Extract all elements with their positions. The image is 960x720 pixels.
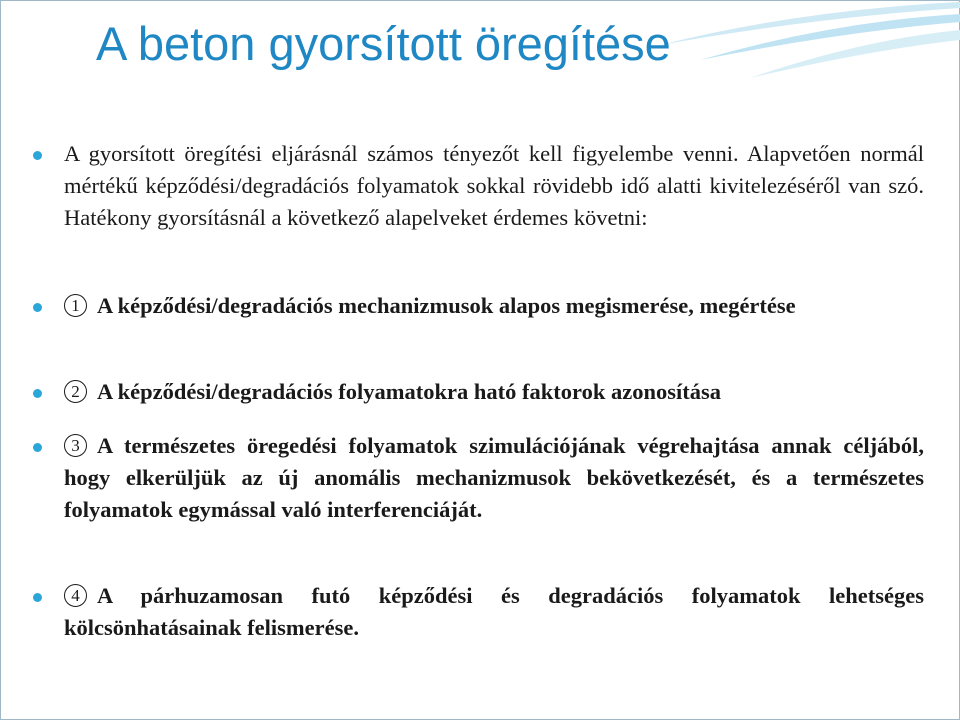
bullet-dot-icon	[33, 593, 42, 602]
bullet-dot-icon	[33, 151, 42, 160]
circled-number-3-icon: 3	[64, 434, 87, 457]
principle-text-3: A természetes öregedési folyamatok szimulációjának végrehajtása annak céljából, hogy elkerüljük az új anomális mechanizmusok bekövetkezését, és a természetes folyamatok egymással való interferenciáját.	[64, 433, 924, 522]
circled-number-2-icon: 2	[64, 380, 87, 403]
principle-item-1	[64, 290, 924, 322]
slide-title: A beton gyorsított öregítése	[96, 17, 671, 70]
circled-number-4-icon: 4	[64, 584, 87, 607]
circled-number-1-icon: 1	[64, 294, 87, 317]
principle-text-1: A képződési/degradációs mechanizmusok alapos megismerése, megértése	[97, 293, 796, 318]
principle-text-4: A párhuzamosan futó képződési és degradációs folyamatok lehetséges kölcsönhatásainak felismerése.	[64, 583, 924, 640]
bullet-dot-icon	[33, 389, 42, 398]
principle-item-2	[64, 376, 924, 408]
principle-item-4	[64, 580, 924, 644]
principle-item-3	[64, 430, 924, 526]
bullet-dot-icon	[33, 303, 42, 312]
intro-text: A gyorsított öregítési eljárásnál számos tényezőt kell figyelembe venni. Alapvetően normál mértékű képződési/degradációs folyamatok sokkal rövidebb idő alatti kivitelezéséről van szó. Hatékony gyorsításnál a következő alapelveket érdemes követni:	[64, 141, 924, 230]
intro-paragraph	[64, 138, 924, 234]
bullet-dot-icon	[33, 443, 42, 452]
principle-text-2: A képződési/degradációs folyamatokra ható faktorok azonosítása	[97, 379, 721, 404]
